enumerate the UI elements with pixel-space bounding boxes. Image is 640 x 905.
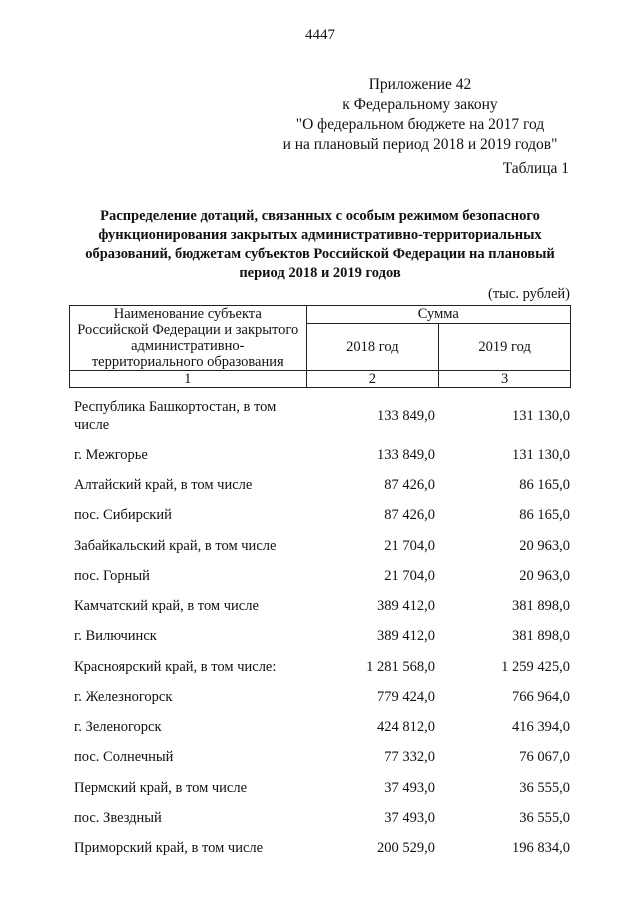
region-name: г. Железногорск — [74, 689, 173, 705]
appendix-header — [260, 75, 580, 155]
region-name-line: Республика Башкортостан, в том — [74, 399, 277, 415]
value-2018: 389 412,0 — [377, 628, 435, 644]
value-2018: 37 493,0 — [384, 810, 435, 826]
value-2018: 21 704,0 — [384, 568, 435, 584]
value-2018: 87 426,0 — [384, 507, 435, 523]
value-2018: 77 332,0 — [384, 749, 435, 765]
region-name — [74, 398, 304, 434]
value-2019: 86 165,0 — [519, 507, 570, 523]
header-year-2018: 2018 год — [306, 323, 439, 370]
region-name: пос. Солнечный — [74, 749, 174, 765]
table-header — [69, 305, 571, 388]
title-line: Распределение дотаций, связанных с особым режимом безопасного — [100, 208, 540, 224]
header-year-2019: 2019 год — [439, 323, 571, 370]
header-column-number: 1 — [70, 371, 307, 388]
units-label: (тыс. рублей) — [488, 286, 570, 302]
header-name-line: Российской Федерации и закрытого — [77, 322, 299, 338]
title-line: образований, бюджетам субъектов Российской Федерации на плановый — [85, 246, 555, 262]
region-name: пос. Звездный — [74, 810, 162, 826]
region-name: г. Вилючинск — [74, 628, 157, 644]
title-line: функционирования закрытых административно-территориальных — [98, 227, 542, 243]
region-name: пос. Горный — [74, 568, 150, 584]
header-name-line: Наименование субъекта — [113, 306, 262, 322]
header-name-line: территориального образования — [91, 354, 284, 370]
header-sum: Сумма — [306, 306, 571, 324]
value-2019: 766 964,0 — [512, 689, 570, 705]
value-2019: 381 898,0 — [512, 628, 570, 644]
appendix-line: Приложение 42 — [368, 76, 472, 93]
header-column-number: 2 — [306, 371, 439, 388]
region-name: Камчатский край, в том числе — [74, 598, 259, 614]
value-2018: 133 849,0 — [377, 408, 435, 424]
value-2019: 86 165,0 — [519, 477, 570, 493]
value-2018: 424 812,0 — [377, 719, 435, 735]
value-2018: 133 849,0 — [377, 447, 435, 463]
region-name: Забайкальский край, в том числе — [74, 538, 277, 554]
header-column-number: 3 — [439, 371, 571, 388]
value-2019: 416 394,0 — [512, 719, 570, 735]
value-2019: 20 963,0 — [519, 568, 570, 584]
region-name: Приморский край, в том числе — [74, 840, 264, 856]
value-2018: 779 424,0 — [377, 689, 435, 705]
value-2019: 36 555,0 — [519, 810, 570, 826]
value-2018: 200 529,0 — [377, 840, 435, 856]
table-label: Таблица 1 — [502, 160, 569, 177]
header-name-line: административно- — [131, 338, 245, 354]
page-number: 4447 — [305, 27, 335, 43]
region-name: Алтайский край, в том числе — [74, 477, 253, 493]
region-name: г. Межгорье — [74, 447, 148, 463]
header-name-column — [70, 306, 307, 371]
value-2018: 87 426,0 — [384, 477, 435, 493]
appendix-line: "О федеральном бюджете на 2017 год — [295, 116, 545, 133]
value-2019: 76 067,0 — [519, 749, 570, 765]
value-2019: 196 834,0 — [512, 840, 570, 856]
value-2019: 36 555,0 — [519, 780, 570, 796]
value-2019: 131 130,0 — [512, 447, 570, 463]
value-2018: 21 704,0 — [384, 538, 435, 554]
value-2018: 389 412,0 — [377, 598, 435, 614]
region-name: Пермский край, в том числе — [74, 780, 248, 796]
appendix-line: и на плановый период 2018 и 2019 годов" — [282, 136, 558, 153]
region-name: Красноярский край, в том числе: — [74, 659, 277, 675]
region-name: пос. Сибирский — [74, 507, 172, 523]
value-2018: 1 281 568,0 — [366, 659, 435, 675]
value-2019: 381 898,0 — [512, 598, 570, 614]
region-name-line: числе — [74, 417, 110, 433]
title-line: период 2018 и 2019 годов — [239, 265, 401, 281]
appendix-line: к Федеральному закону — [342, 96, 498, 113]
document-title — [80, 207, 560, 283]
region-name: г. Зеленогорск — [74, 719, 162, 735]
value-2019: 20 963,0 — [519, 538, 570, 554]
value-2019: 1 259 425,0 — [501, 659, 570, 675]
value-2018: 37 493,0 — [384, 780, 435, 796]
value-2019: 131 130,0 — [512, 408, 570, 424]
